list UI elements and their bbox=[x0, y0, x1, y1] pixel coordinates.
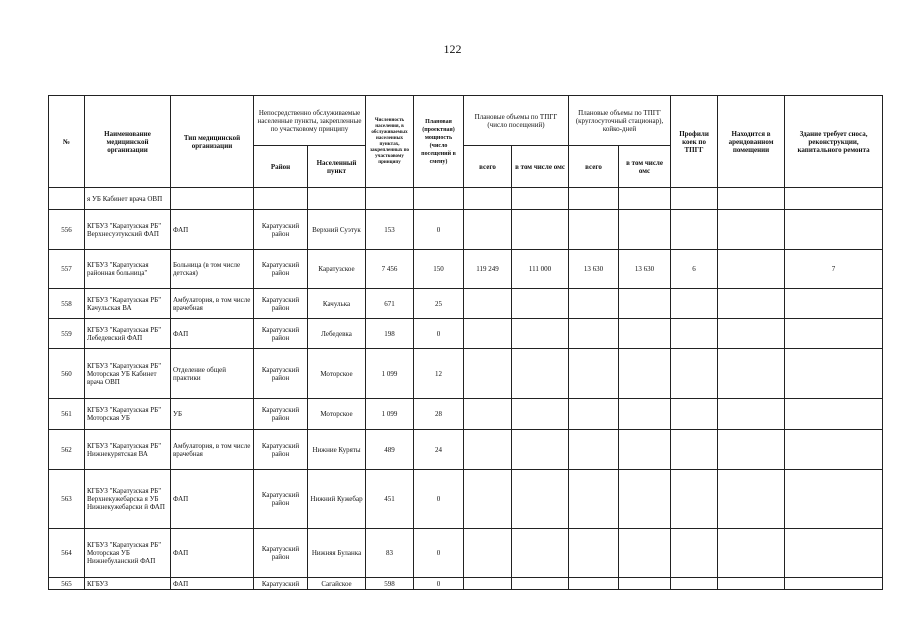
cell-num: 564 bbox=[49, 529, 85, 578]
cell-capacity bbox=[414, 188, 464, 210]
cell-settlement: Верхний Суэтук bbox=[308, 210, 366, 250]
cell-building bbox=[785, 289, 883, 319]
cell-district: Каратузский район bbox=[254, 349, 308, 399]
cell-ipv-total bbox=[569, 349, 619, 399]
cell-opv-oms bbox=[512, 349, 569, 399]
cell-capacity: 28 bbox=[414, 399, 464, 430]
cell-rented bbox=[718, 529, 785, 578]
cell-name: КГБУЗ bbox=[85, 578, 171, 590]
cell-rented bbox=[718, 250, 785, 289]
cell-name: КГБУЗ "Каратузская РБ" Моторская УБ Кабинет врача ОВП bbox=[85, 349, 171, 399]
cell-ipv-total bbox=[569, 529, 619, 578]
cell-opv-oms bbox=[512, 289, 569, 319]
cell-settlement: Сагайское bbox=[308, 578, 366, 590]
cell-capacity: 24 bbox=[414, 430, 464, 470]
cell-type: Больница (в том числе детская) bbox=[171, 250, 254, 289]
cell-num: 556 bbox=[49, 210, 85, 250]
table-row bbox=[49, 470, 883, 529]
cell-ipv-total: 13 630 bbox=[569, 250, 619, 289]
cell-building bbox=[785, 578, 883, 590]
header-ipv-total: всего bbox=[569, 146, 619, 188]
cell-opv-total bbox=[464, 289, 512, 319]
cell-name: КГБУЗ "Каратузская РБ" Лебедевский ФАП bbox=[85, 319, 171, 349]
medical-organizations-table bbox=[48, 95, 883, 590]
cell-building bbox=[785, 319, 883, 349]
cell-population: 671 bbox=[366, 289, 414, 319]
cell-building bbox=[785, 399, 883, 430]
cell-settlement: Нижние Куряты bbox=[308, 430, 366, 470]
header-attached-settlements: Непосредственно обслуживаемые населенные пункты, закрепленные по участковому принципу bbox=[254, 96, 366, 146]
header-org-type: Тип медицинской организации bbox=[171, 96, 254, 188]
cell-name: КГБУЗ "Каратузская РБ" Верхнесуэтукский ФАП bbox=[85, 210, 171, 250]
cell-type: Амбулатория, в том числе врачебная bbox=[171, 289, 254, 319]
cell-population bbox=[366, 188, 414, 210]
cell-population: 83 bbox=[366, 529, 414, 578]
cell-population: 598 bbox=[366, 578, 414, 590]
table-row bbox=[49, 210, 883, 250]
cell-population: 7 456 bbox=[366, 250, 414, 289]
cell-ipv-oms bbox=[619, 578, 671, 590]
cell-ipv-oms bbox=[619, 399, 671, 430]
cell-ipv-total bbox=[569, 319, 619, 349]
cell-district: Каратузский район bbox=[254, 399, 308, 430]
cell-population: 198 bbox=[366, 319, 414, 349]
cell-beds bbox=[671, 210, 718, 250]
header-org-name: Наименование медицинской организации bbox=[85, 96, 171, 188]
cell-opv-total bbox=[464, 578, 512, 590]
cell-settlement: Нижний Кужебар bbox=[308, 470, 366, 529]
cell-ipv-total bbox=[569, 289, 619, 319]
cell-opv-oms bbox=[512, 188, 569, 210]
cell-opv-oms bbox=[512, 529, 569, 578]
cell-settlement: Нижняя Буланка bbox=[308, 529, 366, 578]
cell-ipv-oms bbox=[619, 188, 671, 210]
cell-beds: 6 bbox=[671, 250, 718, 289]
cell-opv-oms bbox=[512, 578, 569, 590]
cell-beds bbox=[671, 289, 718, 319]
cell-ipv-total bbox=[569, 188, 619, 210]
cell-capacity: 0 bbox=[414, 470, 464, 529]
cell-rented bbox=[718, 319, 785, 349]
header-outpatient-volume: Плановые объемы по ТПГГ (число посещений) bbox=[464, 96, 569, 146]
header-profile-beds: Профили коек по ТПГГ bbox=[671, 96, 718, 188]
cell-ipv-total bbox=[569, 210, 619, 250]
cell-rented bbox=[718, 349, 785, 399]
table-row bbox=[49, 188, 883, 210]
cell-district: Каратузский район bbox=[254, 210, 308, 250]
cell-district: Каратузский район bbox=[254, 529, 308, 578]
cell-building: 7 bbox=[785, 250, 883, 289]
cell-population: 153 bbox=[366, 210, 414, 250]
cell-num bbox=[49, 188, 85, 210]
cell-beds bbox=[671, 399, 718, 430]
cell-opv-total bbox=[464, 430, 512, 470]
cell-ipv-oms bbox=[619, 210, 671, 250]
cell-population: 1 099 bbox=[366, 349, 414, 399]
header-opv-total: всего bbox=[464, 146, 512, 188]
cell-rented bbox=[718, 289, 785, 319]
table-row bbox=[49, 289, 883, 319]
cell-district bbox=[254, 188, 308, 210]
cell-num: 561 bbox=[49, 399, 85, 430]
cell-ipv-total bbox=[569, 430, 619, 470]
cell-district: Каратузский район bbox=[254, 430, 308, 470]
cell-beds bbox=[671, 319, 718, 349]
header-settlement: Населенный пункт bbox=[308, 146, 366, 188]
table-row bbox=[49, 578, 883, 590]
table-row bbox=[49, 529, 883, 578]
cell-capacity: 0 bbox=[414, 319, 464, 349]
cell-opv-total bbox=[464, 188, 512, 210]
cell-type: УБ bbox=[171, 399, 254, 430]
cell-opv-total bbox=[464, 210, 512, 250]
cell-settlement bbox=[308, 188, 366, 210]
cell-num: 562 bbox=[49, 430, 85, 470]
cell-beds bbox=[671, 430, 718, 470]
cell-opv-total bbox=[464, 319, 512, 349]
cell-district: Каратузский район bbox=[254, 470, 308, 529]
cell-capacity: 0 bbox=[414, 578, 464, 590]
cell-num: 565 bbox=[49, 578, 85, 590]
cell-name: КГБУЗ "Каратузская РБ" Моторская УБ bbox=[85, 399, 171, 430]
cell-rented bbox=[718, 578, 785, 590]
cell-population: 1 099 bbox=[366, 399, 414, 430]
cell-num: 560 bbox=[49, 349, 85, 399]
cell-type: ФАП bbox=[171, 210, 254, 250]
header-opv-oms: в том числе омс bbox=[512, 146, 569, 188]
cell-type: ФАП bbox=[171, 578, 254, 590]
cell-capacity: 150 bbox=[414, 250, 464, 289]
cell-name: я УБ Кабинет врача ОВП bbox=[85, 188, 171, 210]
cell-type: ФАП bbox=[171, 470, 254, 529]
cell-rented bbox=[718, 470, 785, 529]
cell-capacity: 12 bbox=[414, 349, 464, 399]
cell-settlement: Моторское bbox=[308, 349, 366, 399]
cell-population: 451 bbox=[366, 470, 414, 529]
cell-building bbox=[785, 529, 883, 578]
cell-settlement: Моторское bbox=[308, 399, 366, 430]
cell-ipv-oms bbox=[619, 430, 671, 470]
cell-ipv-total bbox=[569, 578, 619, 590]
cell-type: ФАП bbox=[171, 319, 254, 349]
header-ipv-oms: в том числе омс bbox=[619, 146, 671, 188]
cell-beds bbox=[671, 470, 718, 529]
cell-name: КГБУЗ "Каратузская РБ" Верхнекужебарска я УБ Нижнекужебарски й ФАП bbox=[85, 470, 171, 529]
cell-name: КГБУЗ "Каратузская РБ" Качульская ВА bbox=[85, 289, 171, 319]
cell-settlement: Качулька bbox=[308, 289, 366, 319]
cell-opv-oms bbox=[512, 430, 569, 470]
cell-opv-total bbox=[464, 529, 512, 578]
cell-num: 557 bbox=[49, 250, 85, 289]
cell-rented bbox=[718, 399, 785, 430]
cell-opv-oms bbox=[512, 399, 569, 430]
table-row bbox=[49, 399, 883, 430]
cell-rented bbox=[718, 210, 785, 250]
cell-type: ФАП bbox=[171, 529, 254, 578]
header-district: Район bbox=[254, 146, 308, 188]
cell-rented bbox=[718, 430, 785, 470]
cell-ipv-oms bbox=[619, 470, 671, 529]
cell-capacity: 25 bbox=[414, 289, 464, 319]
table-row bbox=[49, 349, 883, 399]
cell-building bbox=[785, 470, 883, 529]
cell-district: Каратузский район bbox=[254, 289, 308, 319]
header-capacity: Плановая (проектная) мощность (число посещений в смену) bbox=[414, 96, 464, 188]
cell-opv-oms: 111 000 bbox=[512, 250, 569, 289]
cell-beds bbox=[671, 578, 718, 590]
cell-district: Каратузский район bbox=[254, 319, 308, 349]
cell-opv-oms bbox=[512, 319, 569, 349]
cell-population: 489 bbox=[366, 430, 414, 470]
cell-type: Отделение общей практики bbox=[171, 349, 254, 399]
cell-name: КГБУЗ "Каратузская РБ" Моторская УБ Нижнебуланский ФАП bbox=[85, 529, 171, 578]
cell-building bbox=[785, 210, 883, 250]
cell-opv-total bbox=[464, 399, 512, 430]
cell-type: Амбулатория, в том числе врачебная bbox=[171, 430, 254, 470]
cell-district: Каратузский bbox=[254, 578, 308, 590]
cell-rented bbox=[718, 188, 785, 210]
table-row bbox=[49, 430, 883, 470]
cell-name: КГБУЗ "Каратузская РБ" Нижнекурятская ВА bbox=[85, 430, 171, 470]
header-num: № bbox=[49, 96, 85, 188]
header-inpatient-volume: Плановые объемы по ТПГГ (круглосуточный стационар), койко-дней bbox=[569, 96, 671, 146]
cell-opv-oms bbox=[512, 470, 569, 529]
cell-opv-total bbox=[464, 349, 512, 399]
cell-settlement: Каратузское bbox=[308, 250, 366, 289]
cell-beds bbox=[671, 188, 718, 210]
cell-ipv-oms bbox=[619, 319, 671, 349]
cell-ipv-total bbox=[569, 470, 619, 529]
cell-capacity: 0 bbox=[414, 529, 464, 578]
cell-ipv-oms bbox=[619, 289, 671, 319]
cell-num: 559 bbox=[49, 319, 85, 349]
header-population: Численность населения, в обслуживаемых населенных пунктах, закрепленных по участковому принципу bbox=[366, 96, 414, 188]
header-rented: Находится в арендованном помещении bbox=[718, 96, 785, 188]
cell-opv-oms bbox=[512, 210, 569, 250]
table-body bbox=[49, 188, 883, 590]
cell-district: Каратузский район bbox=[254, 250, 308, 289]
table-row bbox=[49, 250, 883, 289]
cell-ipv-total bbox=[569, 399, 619, 430]
table-row bbox=[49, 319, 883, 349]
cell-ipv-oms bbox=[619, 529, 671, 578]
cell-settlement: Лебедевка bbox=[308, 319, 366, 349]
cell-building bbox=[785, 349, 883, 399]
cell-opv-total: 119 249 bbox=[464, 250, 512, 289]
cell-building bbox=[785, 188, 883, 210]
cell-ipv-oms bbox=[619, 349, 671, 399]
cell-beds bbox=[671, 529, 718, 578]
cell-num: 558 bbox=[49, 289, 85, 319]
cell-type bbox=[171, 188, 254, 210]
cell-beds bbox=[671, 349, 718, 399]
page-number: 122 bbox=[443, 42, 462, 56]
cell-ipv-oms: 13 630 bbox=[619, 250, 671, 289]
cell-num: 563 bbox=[49, 470, 85, 529]
cell-building bbox=[785, 430, 883, 470]
cell-name: КГБУЗ "Каратузская районная больница" bbox=[85, 250, 171, 289]
header-building-repair: Здание требует сноса, реконструкции, капитального ремонта bbox=[785, 96, 883, 188]
cell-capacity: 0 bbox=[414, 210, 464, 250]
cell-opv-total bbox=[464, 470, 512, 529]
